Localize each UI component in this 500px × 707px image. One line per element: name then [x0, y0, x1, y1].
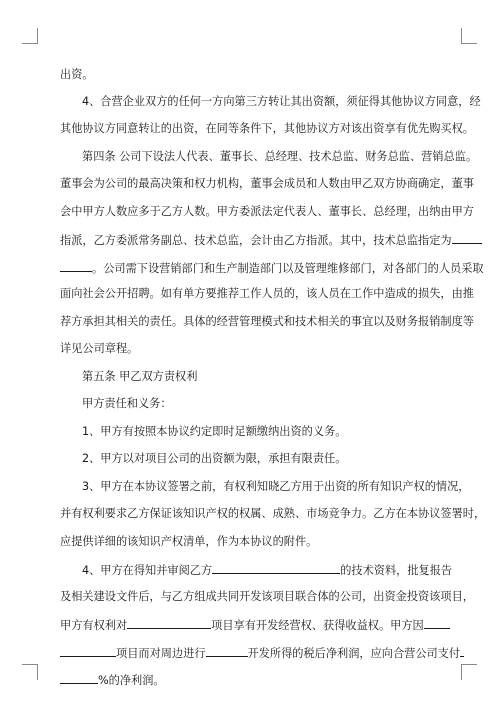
- text-line: 应提供详细的该知识产权清单，作为本协议的附件。: [60, 535, 318, 548]
- text-line: 。公司需下设营销部门和生产制造部门以及管理维修部门，对各部门的人员采取: [60, 260, 484, 276]
- text-line: 指派，乙方委派常务副总、技术总监，会计由乙方指派。其中，技术总监指定为: [60, 232, 482, 248]
- text-line: 3、甲方在本协议签署之前，有权利知晓乙方用于出资的所有知识产权的情况，: [82, 480, 470, 493]
- crop-mark-top-left-horizontal: [22, 43, 38, 44]
- text-line: 4、合营企业双方的任何一方向第三方转让其出资额，须征得其他协议方同意，经: [82, 95, 481, 108]
- crop-mark-bottom-left-horizontal: [22, 664, 38, 665]
- text-line: 面向社会公开招聘。如有单方要推荐工作人员的，该人员在工作中造成的损失，由推: [60, 287, 474, 300]
- crop-mark-top-right-horizontal: [461, 43, 477, 44]
- text-line: 项目而对周边进行 开发所得的税后净利润，应向合营公司支付: [60, 645, 464, 661]
- text-line: 及相关建设文件后，与乙方组成共同开发该项目联合体的公司，出资金投资该项目，: [60, 590, 474, 603]
- blank-underline: [60, 260, 92, 272]
- text-line: 出资。: [60, 68, 94, 81]
- text-line: 详见公司章程。: [60, 342, 139, 355]
- blank-underline: [206, 645, 248, 657]
- text-line: 1、甲方有按照本协议约定即时足额缴纳出资的义务。: [82, 425, 347, 438]
- text-line: 甲方有权利对 项目享有开发经营权、获得收益权。甲方因: [60, 617, 450, 633]
- text-line: 会中甲方人数应多于乙方人数。甲方委派法定代表人、董事长、总经理，出纳由甲方: [60, 205, 474, 218]
- text-line: %的净利润。: [60, 672, 165, 688]
- blank-underline: [460, 645, 464, 657]
- text-line: 董事会为公司的最高决策和权力机构，董事会成员和人数由甲乙双方协商确定，董事: [60, 177, 474, 190]
- section-heading: 第五条 甲乙双方责权利: [82, 370, 198, 383]
- text-line: 并有权利要求乙方保证该知识产权的权属、成熟、市场竞争力。乙方在本协议签署时，: [60, 507, 486, 520]
- text-line: 其他协议方同意转让的出资，在同等条件下，其他协议方对该出资享有优先购买权。: [60, 122, 474, 135]
- blank-underline: [452, 232, 482, 244]
- blank-underline: [60, 672, 98, 684]
- blank-underline: [212, 562, 340, 574]
- crop-mark-bottom-right-vertical: [461, 664, 462, 680]
- crop-mark-bottom-left-vertical: [37, 664, 38, 680]
- blank-underline: [127, 617, 211, 629]
- crop-mark-top-left-vertical: [37, 28, 38, 44]
- text-line: 甲方责任和义务：: [82, 397, 172, 410]
- blank-underline: [424, 617, 450, 629]
- text-line: 荐方承担其相关的责任。具体的经营管理模式和技术相关的事宜以及财务报销制度等: [60, 315, 474, 328]
- text-line: 2、甲方以对项目公司的出资额为限，承担有限责任。: [82, 452, 347, 465]
- crop-mark-bottom-right-horizontal: [461, 664, 477, 665]
- crop-mark-top-right-vertical: [461, 28, 462, 44]
- text-line: 4、甲方在得知并审阅乙方 的技术资料，批复报告: [82, 564, 453, 577]
- section-heading: 第四条 公司下设法人代表、董事长、总经理、技术总监、财务总监、营销总监。: [82, 150, 478, 163]
- blank-underline: [60, 645, 116, 657]
